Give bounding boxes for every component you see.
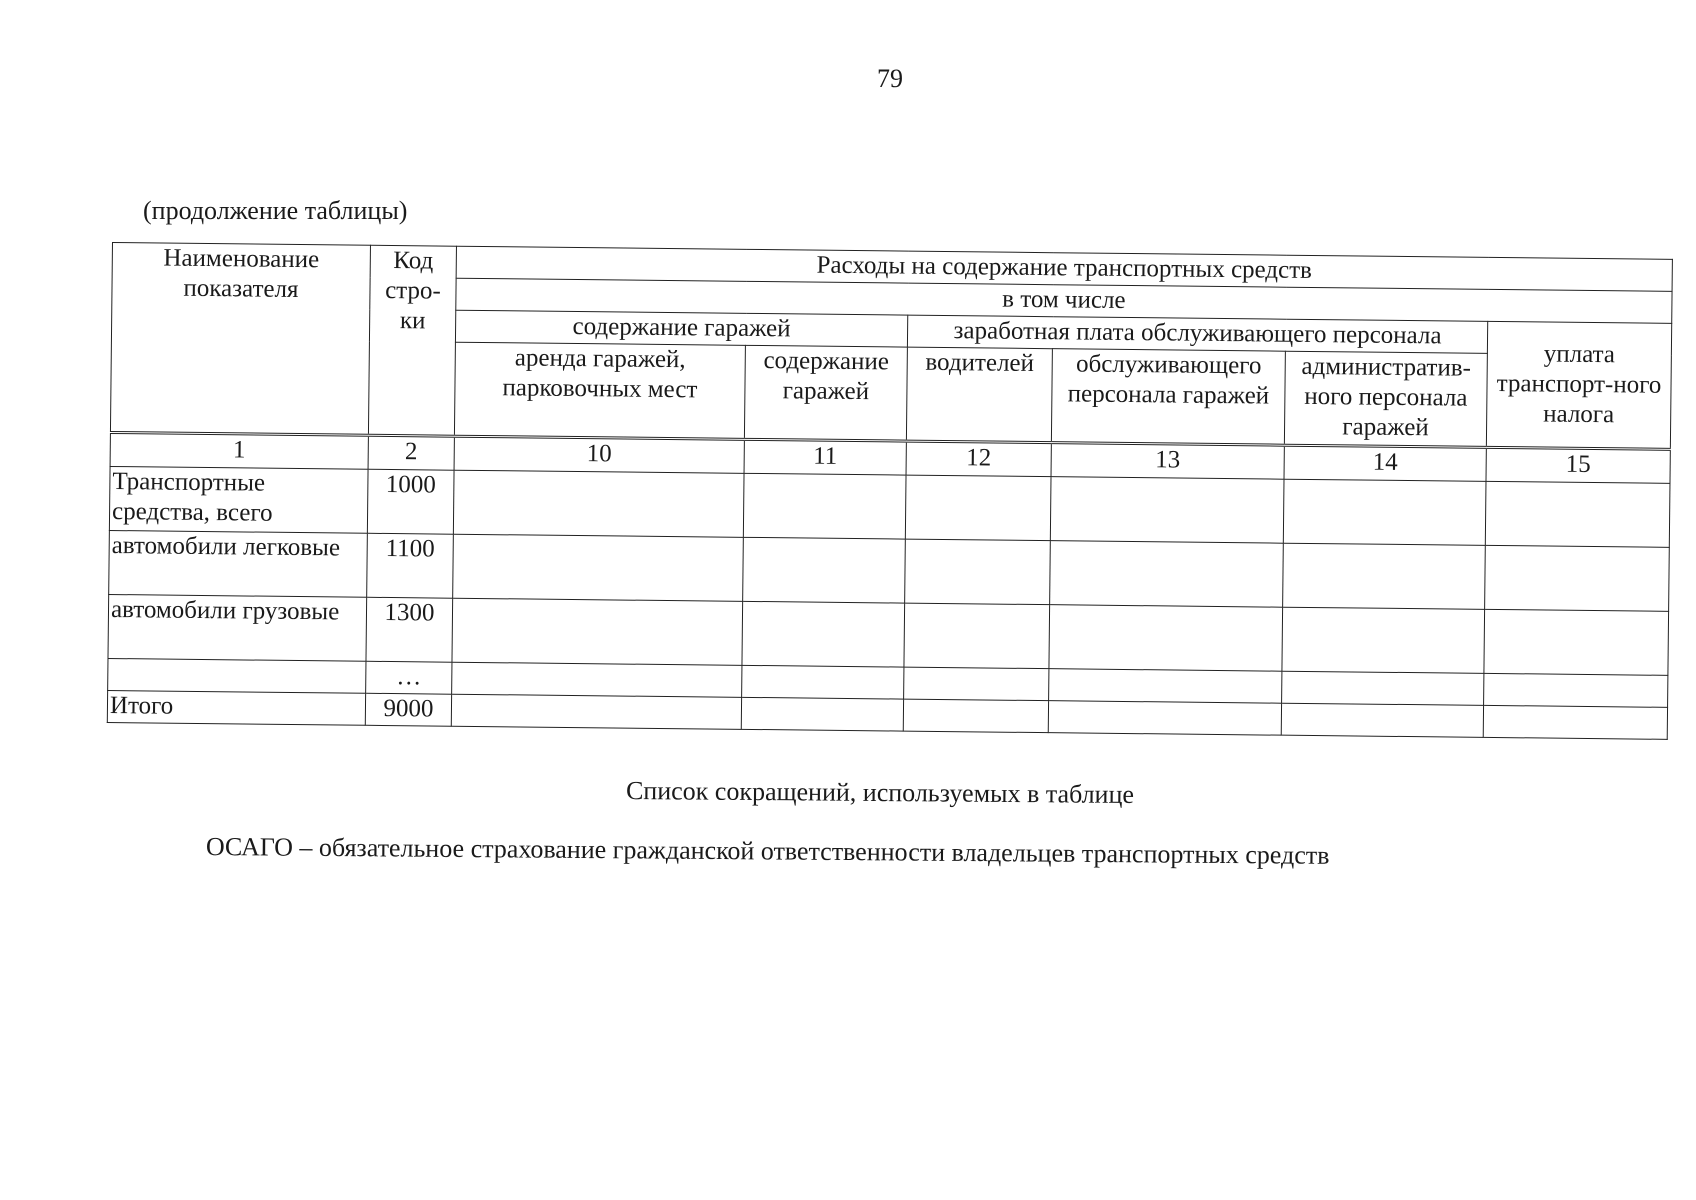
header-expenses-group: Расходы на содержание транспортных средств — [456, 246, 1672, 291]
page-number: 79 — [877, 64, 903, 93]
header-garage-group: содержание гаражей — [455, 310, 907, 347]
header-transport-tax: уплата транспорт-ного налога — [1486, 321, 1671, 449]
value-cell — [1049, 669, 1282, 704]
value-cell — [452, 598, 743, 665]
header-salary-group: заработная плата обслуживающего персонала — [907, 315, 1487, 353]
value-cell — [1485, 545, 1670, 611]
value-cell — [452, 662, 742, 697]
value-cell — [453, 534, 744, 601]
value-cell — [451, 694, 741, 729]
value-cell — [1049, 605, 1283, 672]
column-number: 1 — [110, 432, 368, 469]
header-including: в том числе — [456, 278, 1672, 323]
value-cell — [743, 473, 906, 539]
header-garage-service-staff: обслуживающего персонала гаражей — [1051, 349, 1285, 446]
value-cell — [1050, 477, 1284, 544]
value-cell — [1484, 609, 1669, 675]
value-cell — [905, 475, 1051, 541]
row-code: 9000 — [365, 693, 451, 726]
value-cell — [453, 470, 744, 537]
abbreviation-item: ОСАГО – обязательное страхование гражданской ответственности владельцев транспортных средств — [205, 832, 1330, 870]
value-cell — [1283, 543, 1486, 609]
value-cell — [1485, 481, 1670, 547]
column-number: 12 — [906, 441, 1051, 477]
header-garage-maintenance: содержание гаражей — [744, 345, 907, 441]
row-code: … — [366, 661, 452, 694]
value-cell — [742, 601, 905, 667]
value-cell — [905, 539, 1051, 605]
row-code: 1100 — [367, 533, 454, 598]
row-code: 1300 — [366, 597, 453, 662]
value-cell — [1282, 671, 1484, 705]
value-cell — [1484, 673, 1668, 707]
value-cell — [742, 665, 904, 699]
row-name: Итого — [107, 690, 365, 725]
value-cell — [904, 667, 1049, 701]
value-cell — [743, 537, 906, 603]
value-cell — [1050, 541, 1284, 608]
row-name: Транспортные средства, всего — [109, 466, 368, 533]
row-name — [108, 658, 366, 693]
value-cell — [1282, 607, 1485, 673]
report-table-wrapper — [107, 242, 1672, 740]
header-garage-rent: аренда гаражей, парковочных мест — [454, 342, 745, 439]
value-cell — [1483, 705, 1667, 739]
value-cell — [1281, 703, 1483, 737]
continuation-label: (продолжение таблицы) — [143, 196, 408, 225]
column-number: 11 — [744, 439, 906, 475]
row-name: автомобили грузовые — [108, 594, 367, 661]
value-cell — [1048, 701, 1281, 736]
column-number: 14 — [1284, 445, 1486, 481]
report-table — [107, 242, 1673, 740]
row-code: 1000 — [367, 469, 454, 534]
header-indicator-name: Наименование показателя — [110, 243, 370, 436]
value-cell — [904, 603, 1050, 669]
row-name: автомобили легковые — [109, 530, 368, 597]
value-cell — [903, 699, 1048, 733]
header-drivers: водителей — [906, 347, 1052, 443]
column-number: 2 — [368, 435, 454, 470]
value-cell — [741, 697, 903, 731]
header-row-code: Код стро-ки — [368, 245, 456, 436]
abbreviations-title: Список сокращений, используемых в таблице — [625, 776, 1135, 809]
column-number: 15 — [1486, 447, 1670, 483]
column-number: 10 — [454, 436, 744, 473]
column-number: 13 — [1051, 443, 1284, 480]
value-cell — [1283, 479, 1486, 545]
header-garage-admin-staff: административ-ного персонала гаражей — [1284, 351, 1487, 447]
